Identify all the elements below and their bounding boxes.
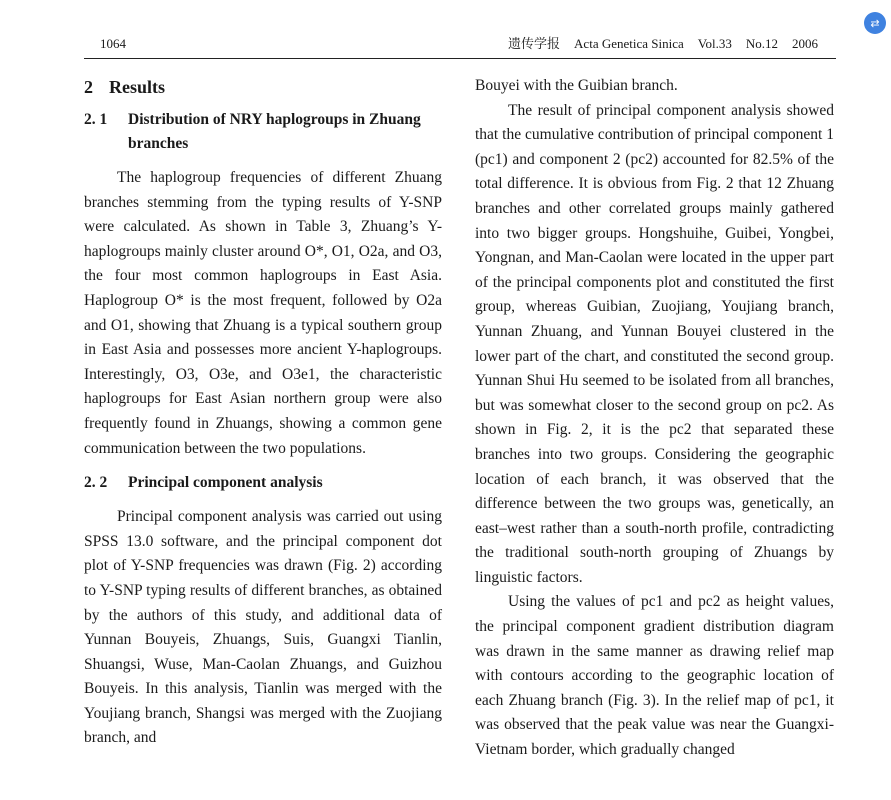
subsection-title: Principal component analysis [128,474,323,492]
subsection-number: 2. 1 [84,111,108,128]
journal-year: 2006 [792,36,818,51]
paragraph-gradient-map: Using the values of pc1 and pc2 as height values, the principal component gradient distribution diagram was drawn in the same manner as drawing relief map with contours according to the geographic location of each Zhuang branch (Fig. 3). In the relief map of pc1, it was observed that the peak value was near the Guangxi-Vietnam border, which gradually changed [475,593,834,759]
section-number: 2 [84,77,93,97]
right-column [475,74,834,763]
subsection-number: 2. 2 [84,474,108,492]
paragraph-pca-result: The result of principal component analysis showed that the cumulative contribution of principal component 1 (pc1) and component 2 (pc2) accounted for 82.5% of the total difference. It is obvious from Fig. 2 that 12 Zhuang branches and other correlated groups mainly gathered into two bigger groups. Hongshuihe, Guibei, Yongbei, Yongnan, and Man-Caolan were located in the upper part of the principal components plot and constituted the first group, whereas Guibian, Zuojiang, Youjiang branch, Yunnan Zhuang, and Yunnan Bouyei clustered in the lower part of the chart, and constituted the second group. Yunnan Shui Hu seemed to be isolated from all branches, but was somewhat closer to the second group on pc2. As shown in Fig. 2, it is the pc2 that separated these branches into two groups. Considering the geographic location of each branch, it was observed that the difference between the two groups was, genetically, an east–west rather than a south-north profile, contradicting the traditional south-north grouping of Zhuangs by linguistic factors. [475,101,834,586]
left-column [84,74,442,751]
journal-issue: No.12 [745,36,778,51]
section-title: Results [109,77,166,97]
journal-info [508,34,818,54]
journal-name-en: Acta Genetica Sinica [574,36,684,51]
paragraph-haplogroup-distribution: The haplogroup frequencies of different Zhuang branches stemming from the typing results of Y-SNP were calculated. As shown in Table 3, Zhuang’s Y-haplogroups mainly cluster around O*, O1, O2a, and O3, the four most common haplogroups in East Asia. Haplogroup O* is the most frequent, followed by O2a and O1, showing that Zhuang is a typical southern group in East Asia and possesses more ancient Y-haplogroups. Interestingly, O3, O3e, and O3e1, the characteristic haplogroups for East Asian northern group were also frequently found in Zhuangs, showing a common gene communication between the two populations. [84,169,442,457]
page-number: 1064 [100,36,126,51]
subsection-heading-2 [84,471,442,495]
journal-name-cn: 遗传学报 [508,36,561,51]
paragraph-pca-method-continued: Bouyei with the Guibian branch. [475,77,678,94]
journal-volume: Vol.33 [697,36,732,51]
page-header [84,32,836,59]
translate-icon[interactable]: ⇄ [864,12,886,34]
section-heading [84,74,442,100]
subsection-title: Distribution of NRY haplogroups in Zhuang branches [128,111,421,152]
paragraph-pca-method: Principal component analysis was carried out using SPSS 13.0 software, and the principal component dot plot of Y-SNP frequencies was drawn (Fig. 2) according to Y-SNP typing results of different branches, as obtained by the authors of this study, and additional data of Yunnan Bouyeis, Zhuangs, Suis, Guangxi Tianlin, Shuangsi, Wuse, Man-Caolan Zhuangs, and Guizhou Bouyeis. In this analysis, Tianlin was merged with the Youjiang branch, Shangsi was merged with the Zuojiang branch, and [84,508,442,747]
subsection-heading-1 [84,108,442,156]
